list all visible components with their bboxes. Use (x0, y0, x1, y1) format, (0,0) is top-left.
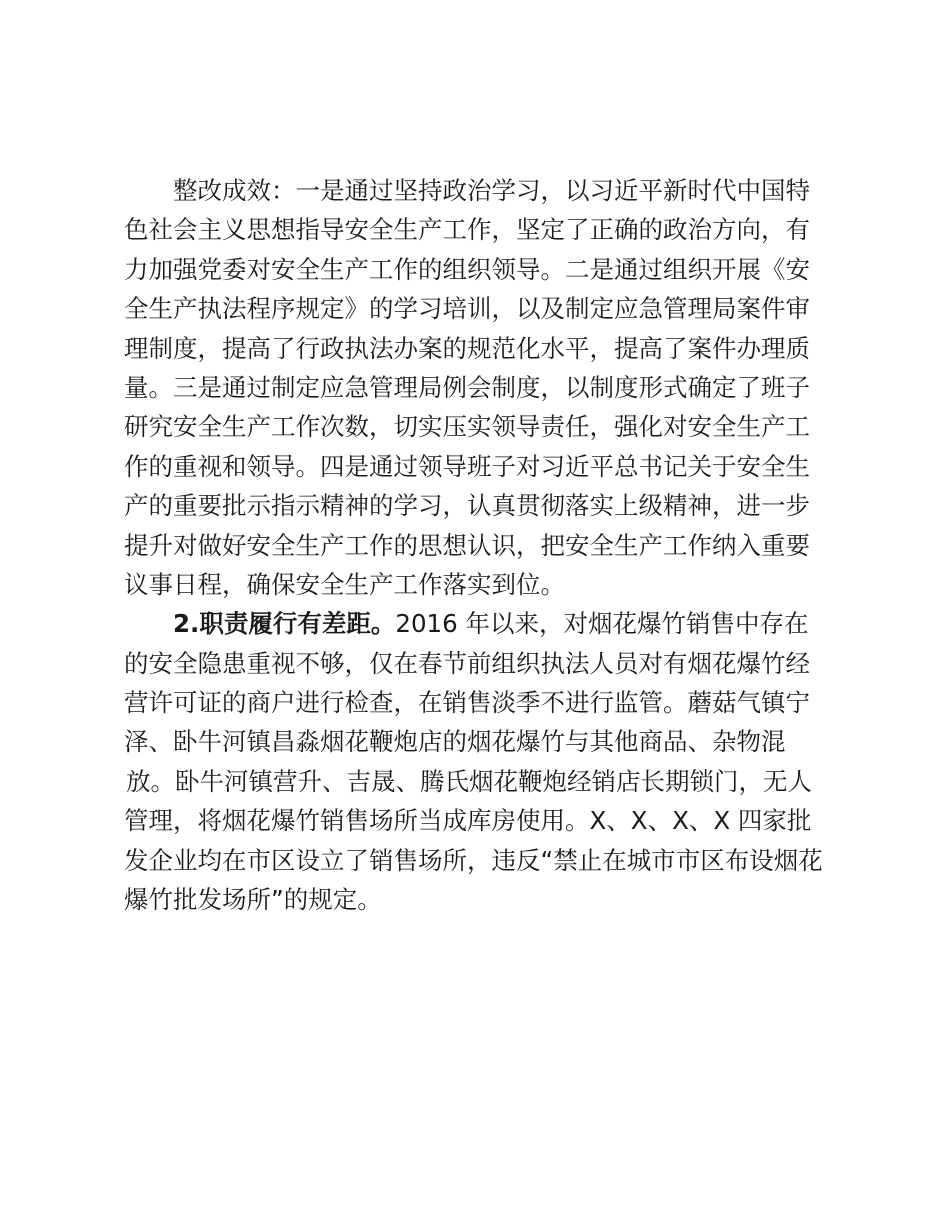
text-line: 发企业均在市区设立了销售场所，违反“禁止在城市市区布设烟花 (124, 845, 823, 875)
text-line: 整改成效：一是通过坚持政治学习，以习近平新时代中国特 (173, 176, 810, 205)
text-line: 理制度，提高了行政执法办案的规范化水平，提高了案件办理质 (124, 333, 810, 363)
text-line: 研究安全生产工作次数，切实压实领导责任，强化对安全生产工 (124, 412, 810, 442)
text-line (124, 604, 834, 643)
section-heading: 2.职责履行有差距。 (173, 609, 396, 639)
text-line: 的安全隐患重视不够，仅在春节前组织执法人员对有烟花爆竹经 (124, 648, 810, 678)
text-line: 色社会主义思想指导安全生产工作，坚定了正确的政治方向，有 (124, 215, 810, 245)
paragraph-duty-performance (124, 604, 834, 919)
text-line: 议事日程，确保安全生产工作落实到位。 (124, 569, 565, 599)
text-line: 管理，将烟花爆竹销售场所当成库房使用。X、X、X、X 四家批 (124, 806, 812, 836)
document-body (124, 171, 834, 919)
text-line: 提升对做好安全生产工作的思想认识，把安全生产工作纳入重要 (124, 530, 810, 560)
text-line: 作的重视和领导。四是通过领导班子对习近平总书记关于安全生 (124, 451, 810, 481)
text-line: 产的重要批示指示精神的学习，认真贯彻落实上级精神，进一步 (124, 491, 810, 521)
text-line: 放。卧牛河镇营升、吉晟、腾氏烟花鞭炮经销店长期锁门，无人 (126, 766, 812, 796)
text-line: 量。三是通过制定应急管理局例会制度，以制度形式确定了班子 (124, 372, 810, 402)
text-line: 爆竹批发场所”的规定。 (124, 885, 382, 915)
text-line: 力加强党委对安全生产工作的组织领导。二是通过组织开展《安 (124, 254, 810, 284)
text-line: 泽、卧牛河镇昌淼烟花鞭炮店的烟花爆竹与其他商品、杂物混 (124, 727, 786, 757)
paragraph-rectification-results (124, 171, 834, 604)
text-line: 营许可证的商户进行检查，在销售淡季不进行监管。蘑菇气镇宁 (124, 688, 810, 718)
heading-continuation: 2016 年以来，对烟花爆竹销售中存在 (395, 609, 809, 639)
text-line: 全生产执法程序规定》的学习培训，以及制定应急管理局案件审 (124, 294, 810, 324)
